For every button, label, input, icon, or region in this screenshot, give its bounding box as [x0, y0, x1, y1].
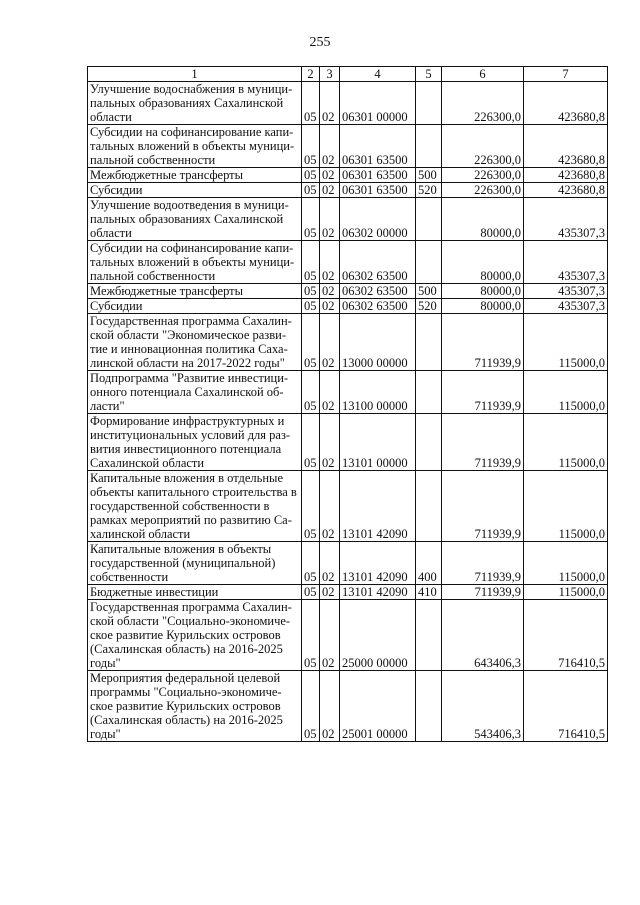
target-article-code: 25000 00000 — [340, 600, 416, 671]
section-code: 05 — [302, 600, 320, 671]
expense-type-code: 400 — [416, 542, 442, 585]
table-row — [88, 600, 608, 671]
target-article-code: 13101 00000 — [340, 414, 416, 471]
section-code: 05 — [302, 183, 320, 198]
amount-col6: 711939,9 — [442, 542, 524, 585]
target-article-code: 06301 63500 — [340, 168, 416, 183]
row-name: Подпрограмма "Развитие инвестици-онного потенциала Сахалинской об-ласти" — [88, 371, 302, 414]
expense-type-code — [416, 600, 442, 671]
amount-col7: 716410,5 — [524, 600, 608, 671]
table-row — [88, 284, 608, 299]
row-name: Межбюджетные трансферты — [88, 168, 302, 183]
amount-col6: 226300,0 — [442, 183, 524, 198]
amount-col7: 115000,0 — [524, 542, 608, 585]
amount-col6: 711939,9 — [442, 314, 524, 371]
column-header: 6 — [442, 67, 524, 82]
subsection-code: 02 — [320, 241, 340, 284]
amount-col7: 115000,0 — [524, 314, 608, 371]
amount-col6: 80000,0 — [442, 241, 524, 284]
subsection-code: 02 — [320, 600, 340, 671]
amount-col7: 435307,3 — [524, 299, 608, 314]
target-article-code: 06301 00000 — [340, 82, 416, 125]
table-row — [88, 471, 608, 542]
amount-col6: 711939,9 — [442, 371, 524, 414]
section-code: 05 — [302, 299, 320, 314]
amount-col7: 435307,3 — [524, 241, 608, 284]
subsection-code: 02 — [320, 168, 340, 183]
target-article-code: 13000 00000 — [340, 314, 416, 371]
expense-type-code — [416, 125, 442, 168]
amount-col6: 80000,0 — [442, 284, 524, 299]
section-code: 05 — [302, 314, 320, 371]
amount-col6: 80000,0 — [442, 299, 524, 314]
column-header: 4 — [340, 67, 416, 82]
target-article-code: 06302 63500 — [340, 284, 416, 299]
subsection-code: 02 — [320, 125, 340, 168]
section-code: 05 — [302, 125, 320, 168]
section-code: 05 — [302, 414, 320, 471]
section-code: 05 — [302, 284, 320, 299]
row-name: Улучшение водоснабжения в муници-пальных образованиях Сахалинской области — [88, 82, 302, 125]
expense-type-code — [416, 314, 442, 371]
table-row — [88, 371, 608, 414]
row-name: Государственная программа Сахалин-ской области "Социально-экономиче-ское развитие Курильских островов (Сахалинская область) на 2016-2025 годы" — [88, 600, 302, 671]
expense-type-code — [416, 671, 442, 742]
table-row — [88, 314, 608, 371]
subsection-code: 02 — [320, 371, 340, 414]
amount-col7: 115000,0 — [524, 371, 608, 414]
amount-col6: 711939,9 — [442, 585, 524, 600]
target-article-code: 06302 00000 — [340, 198, 416, 241]
table-header-row — [88, 67, 608, 82]
section-code: 05 — [302, 471, 320, 542]
row-name: Субсидии на софинансирование капи-тальных вложений в объекты муници-пальной собственности — [88, 125, 302, 168]
expense-type-code — [416, 471, 442, 542]
amount-col7: 115000,0 — [524, 471, 608, 542]
column-header: 1 — [88, 67, 302, 82]
row-name: Межбюджетные трансферты — [88, 284, 302, 299]
amount-col6: 80000,0 — [442, 198, 524, 241]
amount-col6: 543406,3 — [442, 671, 524, 742]
table-row — [88, 198, 608, 241]
amount-col6: 226300,0 — [442, 168, 524, 183]
table-row — [88, 542, 608, 585]
amount-col6: 226300,0 — [442, 125, 524, 168]
page-number: 255 — [309, 35, 331, 50]
section-code: 05 — [302, 241, 320, 284]
amount-col6: 711939,9 — [442, 471, 524, 542]
table-row — [88, 82, 608, 125]
section-code: 05 — [302, 198, 320, 241]
table-row — [88, 125, 608, 168]
column-header: 5 — [416, 67, 442, 82]
amount-col6: 643406,3 — [442, 600, 524, 671]
target-article-code: 06301 63500 — [340, 183, 416, 198]
target-article-code: 13100 00000 — [340, 371, 416, 414]
table-row — [88, 168, 608, 183]
subsection-code: 02 — [320, 671, 340, 742]
subsection-code: 02 — [320, 198, 340, 241]
expense-type-code — [416, 82, 442, 125]
section-code: 05 — [302, 585, 320, 600]
budget-table — [87, 66, 608, 742]
amount-col6: 226300,0 — [442, 82, 524, 125]
target-article-code: 13101 42090 — [340, 471, 416, 542]
expense-type-code — [416, 241, 442, 284]
expense-type-code: 500 — [416, 284, 442, 299]
row-name: Бюджетные инвестиции — [88, 585, 302, 600]
section-code: 05 — [302, 671, 320, 742]
subsection-code: 02 — [320, 471, 340, 542]
target-article-code: 25001 00000 — [340, 671, 416, 742]
subsection-code: 02 — [320, 284, 340, 299]
amount-col7: 435307,3 — [524, 284, 608, 299]
amount-col7: 716410,5 — [524, 671, 608, 742]
expense-type-code: 500 — [416, 168, 442, 183]
subsection-code: 02 — [320, 585, 340, 600]
expense-type-code — [416, 371, 442, 414]
row-name: Формирование инфраструктурных и институциональных условий для раз-вития инвестиционного потенциала Сахалинской области — [88, 414, 302, 471]
table-row — [88, 414, 608, 471]
target-article-code: 06302 63500 — [340, 299, 416, 314]
row-name: Улучшение водоотведения в муници-пальных образованиях Сахалинской области — [88, 198, 302, 241]
expense-type-code: 520 — [416, 183, 442, 198]
expense-type-code — [416, 414, 442, 471]
row-name: Мероприятия федеральной целевой программы "Социально-экономиче-ское развитие Курильских островов (Сахалинская область) на 2016-2025 годы" — [88, 671, 302, 742]
target-article-code: 06302 63500 — [340, 241, 416, 284]
target-article-code: 13101 42090 — [340, 542, 416, 585]
section-code: 05 — [302, 542, 320, 585]
target-article-code: 06301 63500 — [340, 125, 416, 168]
subsection-code: 02 — [320, 414, 340, 471]
amount-col6: 711939,9 — [442, 414, 524, 471]
subsection-code: 02 — [320, 314, 340, 371]
section-code: 05 — [302, 82, 320, 125]
expense-type-code: 410 — [416, 585, 442, 600]
target-article-code: 13101 42090 — [340, 585, 416, 600]
amount-col7: 115000,0 — [524, 414, 608, 471]
amount-col7: 423680,8 — [524, 82, 608, 125]
row-name: Капитальные вложения в объекты государственной (муниципальной) собственности — [88, 542, 302, 585]
expense-type-code — [416, 198, 442, 241]
column-header: 3 — [320, 67, 340, 82]
amount-col7: 423680,8 — [524, 125, 608, 168]
row-name: Капитальные вложения в отдельные объекты капитального строительства в государственной собственности в рамках мероприятий по развитию Са-халинской области — [88, 471, 302, 542]
amount-col7: 423680,8 — [524, 168, 608, 183]
table-row — [88, 241, 608, 284]
amount-col7: 115000,0 — [524, 585, 608, 600]
subsection-code: 02 — [320, 183, 340, 198]
expense-type-code: 520 — [416, 299, 442, 314]
column-header: 2 — [302, 67, 320, 82]
table-row — [88, 299, 608, 314]
table-row — [88, 671, 608, 742]
subsection-code: 02 — [320, 542, 340, 585]
subsection-code: 02 — [320, 299, 340, 314]
amount-col7: 435307,3 — [524, 198, 608, 241]
table-row — [88, 183, 608, 198]
row-name: Субсидии на софинансирование капи-тальных вложений в объекты муници-пальной собственности — [88, 241, 302, 284]
table-row — [88, 585, 608, 600]
section-code: 05 — [302, 168, 320, 183]
amount-col7: 423680,8 — [524, 183, 608, 198]
row-name: Государственная программа Сахалин-ской области "Экономическое разви-тие и инновационная политика Саха-линской области на 2017-2022 годы" — [88, 314, 302, 371]
subsection-code: 02 — [320, 82, 340, 125]
section-code: 05 — [302, 371, 320, 414]
column-header: 7 — [524, 67, 608, 82]
row-name: Субсидии — [88, 183, 302, 198]
row-name: Субсидии — [88, 299, 302, 314]
